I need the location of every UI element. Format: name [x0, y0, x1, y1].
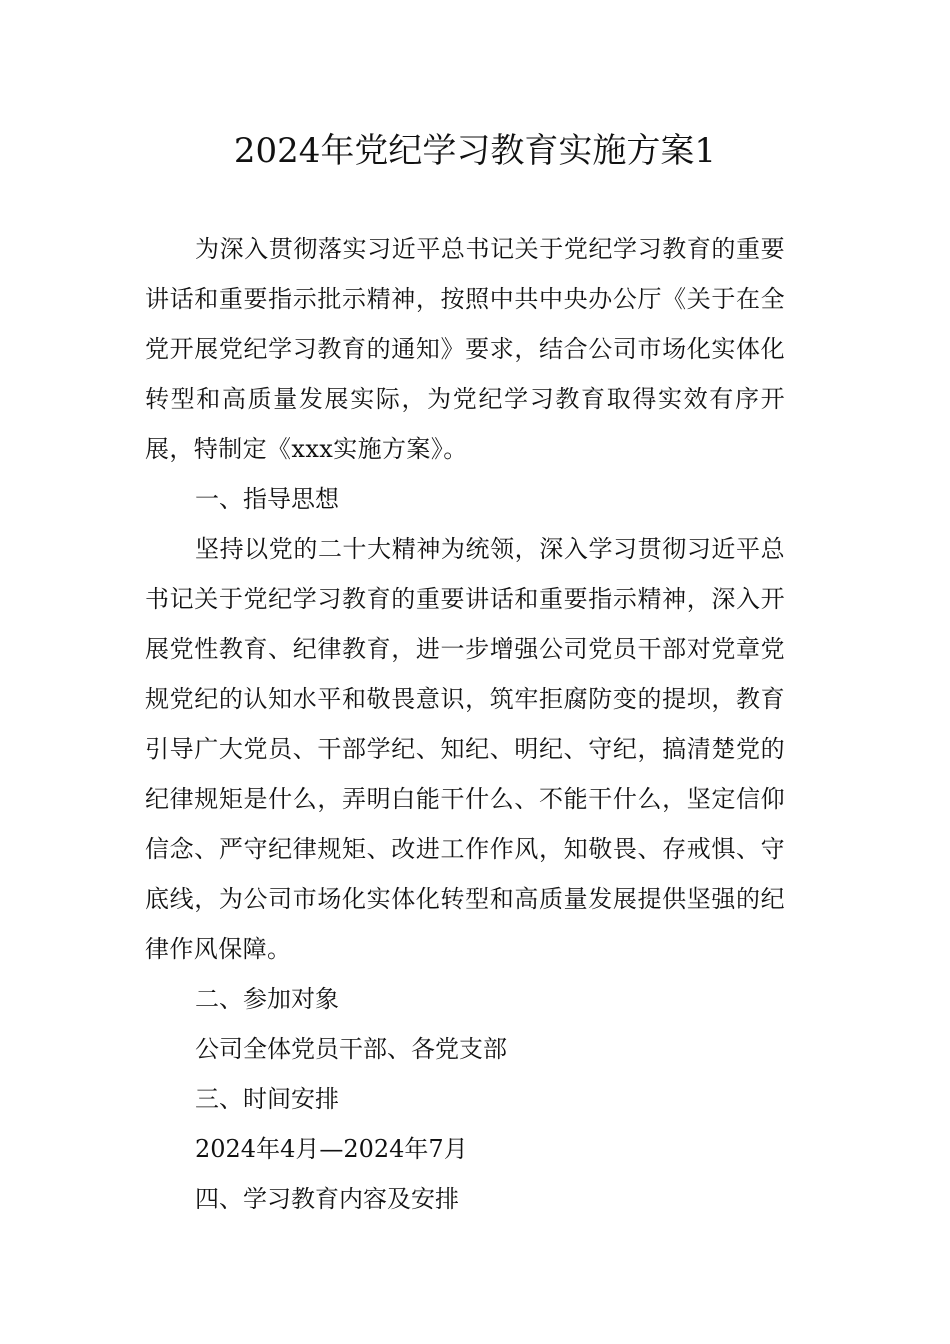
schedule-text: 2024年4月—2024年7月: [195, 1135, 468, 1163]
intro-paragraph: 为深入贯彻落实习近平总书记关于党纪学习教育的重要讲话和重要指示批示精神，按照中共中央办公厅《关于在全党开展党纪学习教育的通知》要求，结合公司市场化实体化转型和高质量发展实际，为党纪学习教育取得实效有序开展，特制定《xxx实施方案》。: [145, 235, 785, 463]
section-heading-guiding-ideology: 一、指导思想: [195, 485, 339, 513]
guiding-ideology-paragraph: 坚持以党的二十大精神为统领，深入学习贯彻习近平总书记关于党纪学习教育的重要讲话和重要指示精神，深入开展党性教育、纪律教育，进一步增强公司党员干部对党章党规党纪的认知水平和敬畏意识，筑牢拒腐防变的提坝，教育引导广大党员、干部学纪、知纪、明纪、守纪，搞清楚党的纪律规矩是什么，弄明白能干什么、不能干什么，坚定信仰信念、严守纪律规矩、改进工作作风，知敬畏、存戒惧、守底线，为公司市场化实体化转型和高质量发展提供坚强的纪律作风保障。: [145, 535, 785, 963]
document-title: 2024年党纪学习教育实施方案1: [233, 131, 717, 171]
document-body: [145, 224, 785, 1224]
section-heading-participants: 二、参加对象: [195, 985, 339, 1013]
section-heading-schedule: 三、时间安排: [195, 1085, 339, 1113]
participants-text: 公司全体党员干部、各党支部: [195, 1035, 507, 1063]
section-heading-content: 四、学习教育内容及安排: [195, 1185, 459, 1213]
